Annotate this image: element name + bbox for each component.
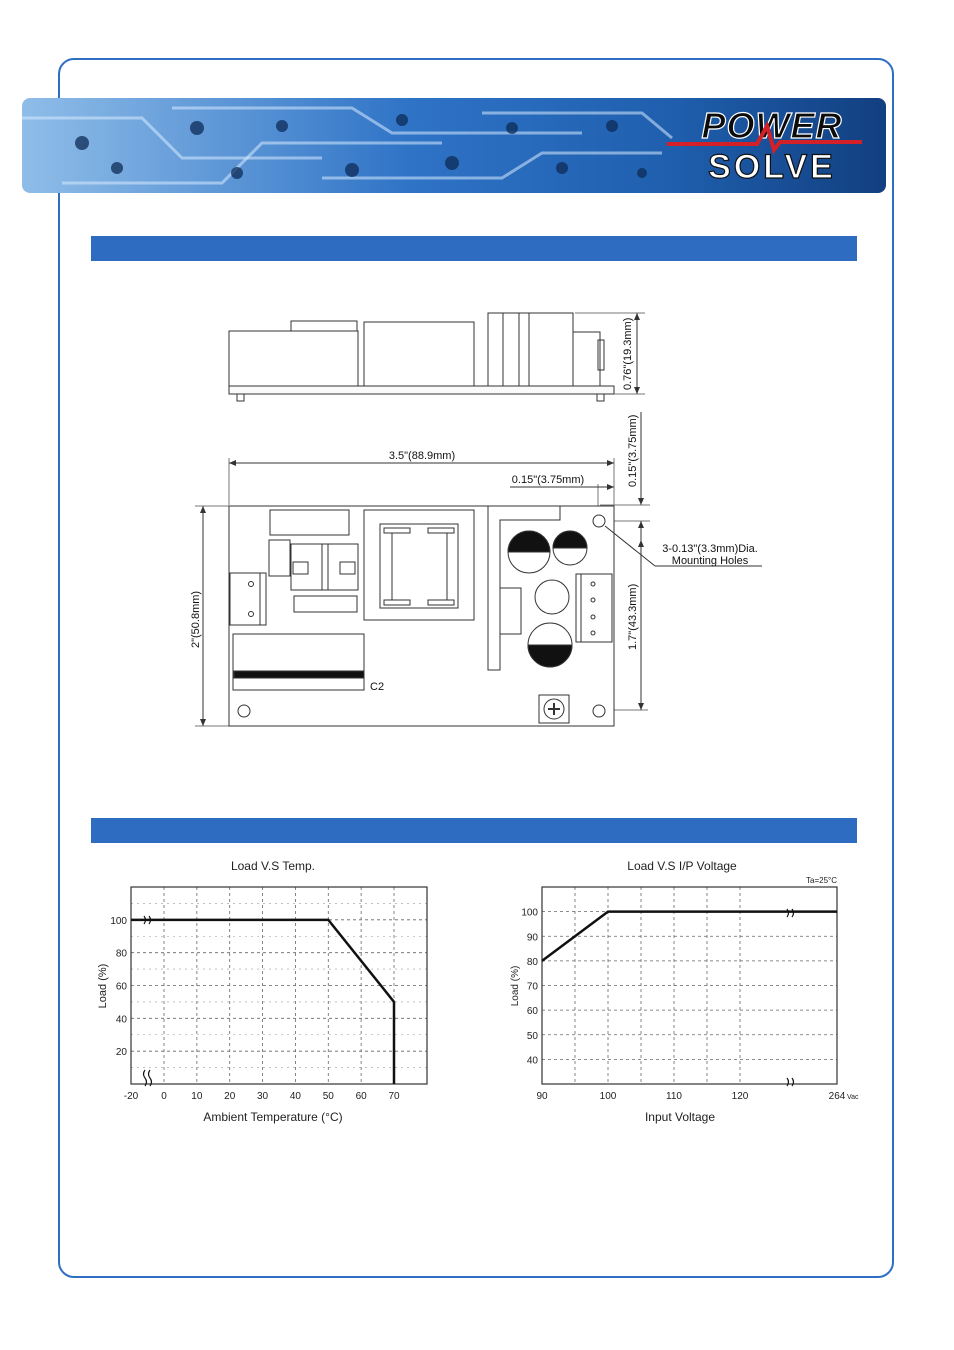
chart-grid — [131, 887, 427, 1084]
dim-length-label: 3.5"(88.9mm) — [388, 450, 456, 462]
y-tick-label: 50 — [526, 1030, 538, 1042]
top-view-board — [229, 506, 762, 726]
x-tick-label: 0 — [161, 1091, 167, 1102]
capacitor-label: C2 — [370, 681, 385, 693]
x-tick-label: 60 — [355, 1091, 367, 1102]
x-axis-label: Ambient Temperature (°C) — [203, 1110, 343, 1124]
y-tick-label: 60 — [115, 981, 127, 993]
y-tick-label: 70 — [526, 981, 538, 993]
x-tick-label: 120 — [731, 1091, 749, 1102]
y-axis-label: Load (%) — [97, 963, 109, 1009]
chart-load-vs-temp — [91, 848, 474, 1133]
x-tick-label: 10 — [191, 1091, 203, 1102]
y-tick-label: 80 — [526, 956, 538, 968]
side-view — [229, 313, 614, 401]
y-tick-label: 20 — [115, 1047, 127, 1059]
chart-title: Load V.S I/P Voltage — [627, 859, 737, 873]
x-axis-label: Input Voltage — [644, 1110, 716, 1124]
dim-hole-span-label: 1.7"(43.3mm) — [627, 583, 639, 650]
x-tick-label: -20 — [123, 1091, 139, 1102]
x-tick-label: 40 — [289, 1091, 301, 1102]
y-tick-label: 90 — [526, 932, 538, 944]
x-tick-label: 90 — [536, 1091, 548, 1102]
x-tick-label: 30 — [257, 1091, 269, 1102]
y-tick-label: 100 — [521, 907, 538, 919]
x-tick-label: 100 — [599, 1091, 617, 1102]
chart-title: Load V.S Temp. — [230, 859, 316, 873]
y-tick-label: 100 — [110, 915, 127, 927]
dim-height-label: 0.76"(19.3mm) — [622, 317, 634, 390]
chart-load-vs-voltage — [500, 848, 865, 1133]
mounting-holes-label-1: 3-0.13"(3.3mm)Dia. — [662, 543, 758, 555]
y-tick-label: 40 — [115, 1014, 127, 1026]
logo-text-solve: SOLVE — [708, 148, 836, 186]
x-tick-label: 70 — [388, 1091, 400, 1102]
logo-text-power: POWER — [701, 105, 843, 146]
dim-width-label: 2"(50.8mm) — [190, 590, 202, 648]
x-unit-label: Vac — [847, 1094, 859, 1101]
x-tick-label: 264 — [828, 1091, 846, 1102]
y-tick-label: 40 — [526, 1055, 538, 1067]
section-bar-derating — [91, 818, 857, 843]
dim-side-offset-label: 0.15"(3.75mm) — [511, 474, 585, 486]
y-tick-label: 80 — [115, 948, 127, 960]
x-tick-label: 20 — [224, 1091, 236, 1102]
y-tick-label: 60 — [526, 1006, 538, 1018]
x-tick-label: 110 — [666, 1091, 682, 1102]
x-tick-label: 50 — [322, 1091, 334, 1102]
chart-annotation: Ta=25°C — [806, 876, 837, 885]
y-axis-label: Load (%) — [510, 965, 521, 1007]
dim-top-offset-label: 0.15"(3.75mm) — [627, 414, 639, 487]
mounting-holes-label-2: Mounting Holes — [671, 555, 749, 567]
axis-break-icon — [144, 916, 152, 1086]
